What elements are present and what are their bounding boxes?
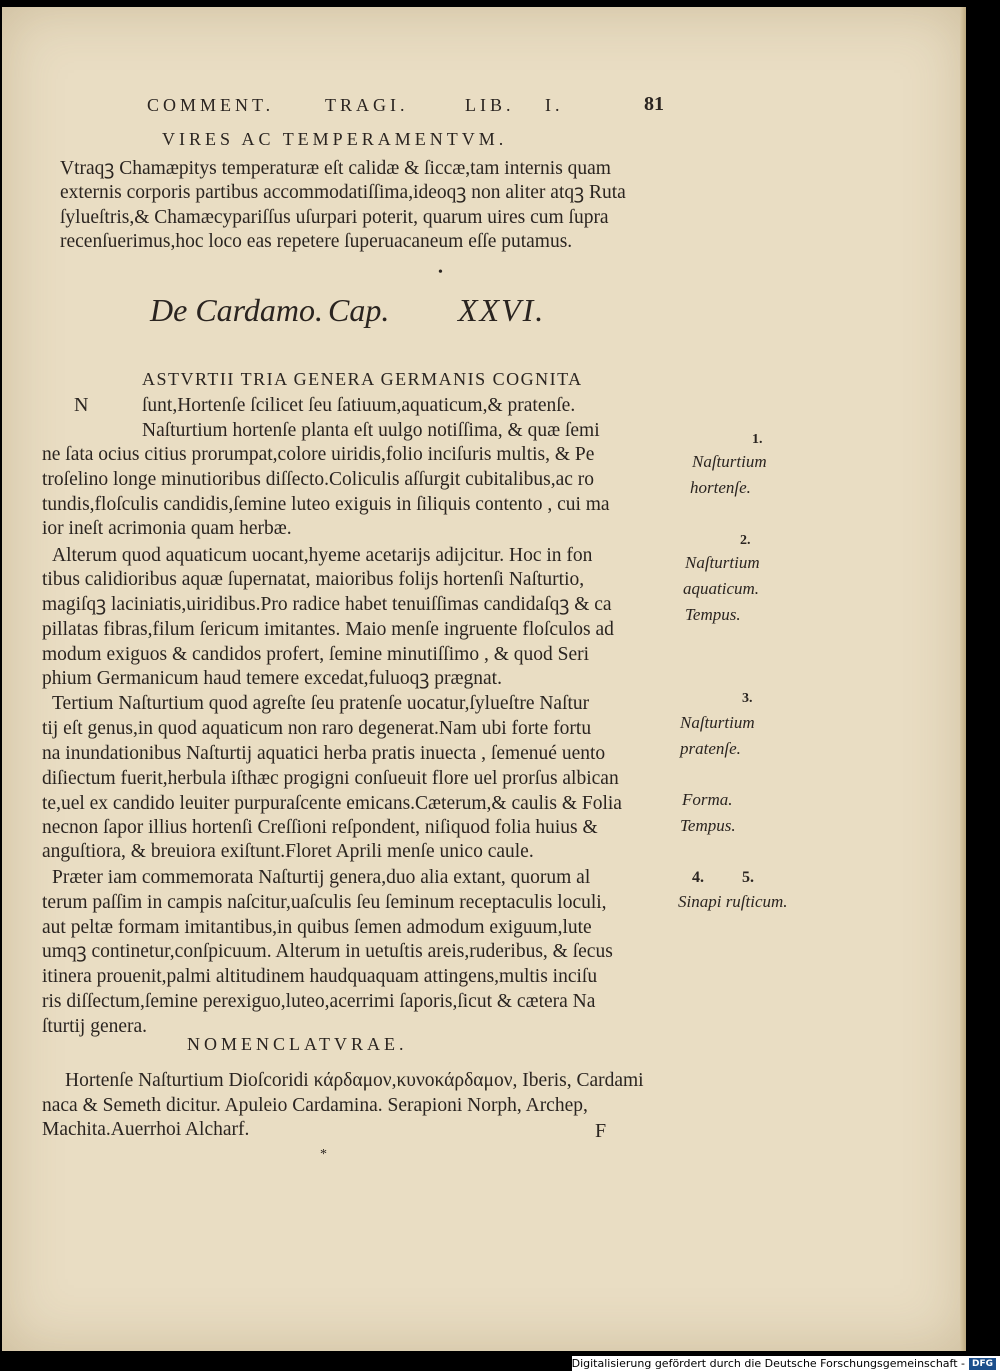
text-line: Alterum quod aquaticum uocant,hyeme acetarijs adijcitur. Hoc in fon — [52, 545, 593, 566]
ink-dot: • — [438, 265, 443, 280]
margin-note: Naſturtium — [680, 713, 755, 732]
footer-credit-text: Digitalisierung gefördert durch die Deutsche Forschungsgemeinschaft - — [571, 1357, 965, 1370]
text-line: tibus calidioribus aquæ ſupernatat, maioribus folijs hortenſi Naſturtio, — [42, 569, 585, 590]
margin-note: hortenſe. — [690, 478, 751, 497]
margin-note: pratenſe. — [680, 739, 741, 758]
text-line: recenſuerimus,hoc loco eas repetere ſuperuacaneum eſſe putamus. — [60, 231, 573, 252]
text-line: tundis,floſculis candidis,ſemine luteo exiguis in ſiliquis contento , cui ma — [42, 494, 610, 515]
text-line: na inundationibus Naſturtij aquatici herba pratis inuecta , ſemenué uento — [42, 743, 606, 764]
text-line: ris diſſectum,ſemine perexiguo,luteo,acerrimi ſaporis,ſicut & cætera Na — [42, 991, 596, 1012]
page-edge — [960, 7, 966, 1351]
margin-note: aquaticum. — [683, 579, 760, 598]
digitization-footer — [572, 1356, 1000, 1371]
text-line: naca & Semeth dicitur. Apuleio Cardamina. Serapioni Norph, Archep, — [42, 1095, 588, 1116]
text-line: te,uel ex candido leuiter purpuraſcente emicans.Cæterum,& caulis & Folia — [42, 793, 622, 814]
margin-number-3: 3. — [742, 691, 753, 706]
opening-caps-line: ASTVRTII TRIA GENERA GERMANIS COGNITA — [142, 369, 583, 389]
text-line: Præter iam commemorata Naſturtij genera,duo alia extant, quorum al — [52, 867, 591, 888]
text-line: Hortenſe Naſturtium Dioſcoridi κάρδαμον,κυνοκάρδαμον, Iberis, Cardami — [65, 1070, 644, 1091]
text-line: ſylueſtris,& Chamæcypariſſus uſurpari poterit, quarum uires cum ſupra — [60, 207, 609, 228]
running-title-book-number: I. — [545, 95, 564, 115]
text-line: anguſtiora, & breuiora exiſtunt.Floret Aprili menſe unico caule. — [42, 841, 534, 862]
text-line: ſturtij genera. — [42, 1016, 148, 1037]
text-line: necnon ſapor illius hortenſi Creſſioni reſpondent, niſiquod folia huius & — [42, 817, 598, 838]
margin-number-2: 2. — [740, 533, 751, 548]
margin-number-1: 1. — [752, 432, 763, 447]
text-line: aut peltæ formam imitantibus,in quibus ſemen admodum exiguum,lute — [42, 917, 592, 938]
text-line: magiſqꝫ laciniatis,uiridibus.Pro radice habet tenuiſſimas candidaſqꝫ & ca — [42, 594, 612, 615]
text-line: ſunt,Hortenſe ſcilicet ſeu ſatiuum,aquaticum,& pratenſe. — [142, 395, 576, 416]
text-line: pillatas fibras,filum ſericum imitantes. Maio menſe ingruente floſculos ad — [42, 619, 614, 640]
running-title-tragi: TRAGI. — [325, 95, 409, 115]
margin-note: Naſturtium — [692, 452, 767, 471]
text-line: Tertium Naſturtium quod agreſte ſeu pratenſe uocatur,ſylueſtre Naſtur — [52, 693, 590, 714]
text-line: diſiectum fuerit,herbula iſthæc progigni conſueuit flore uel prorſus albican — [42, 768, 619, 789]
text-line: ne ſata ocius citius prorumpat,colore uiridis,folio inciſuris multis, & Pe — [42, 444, 595, 465]
margin-note: Tempus. — [680, 816, 736, 835]
chapter-cap: Cap. — [328, 292, 390, 328]
text-line: itinera prouenit,palmi altitudinem haudquaquam attingens,multis inciſu — [42, 966, 598, 987]
margin-note: Naſturtium — [685, 553, 760, 572]
running-title-comment: COMMENT. — [147, 95, 275, 115]
text-line: troſelino longe minutioribus diſſecto.Coliculis aſſurgit cubitalibus,ac ro — [42, 469, 595, 490]
running-title-lib: LIB. — [465, 95, 515, 115]
text-line: tij eſt genus,in quod aquaticum non raro degenerat.Nam ubi forte fortu — [42, 718, 592, 739]
text-line: phium Germanicum haud temere excedat,fuluoqꝫ prægnat. — [42, 668, 502, 689]
text-line: externis corporis partibus accommodatiſſima,ideoqꝫ non aliter atqꝫ Ruta — [60, 182, 626, 203]
text-line: ior ineſt acrimonia quam herbæ. — [42, 518, 292, 539]
chapter-number: XXVI. — [458, 292, 546, 328]
margin-note: Forma. — [682, 790, 733, 809]
text-line: umqꝫ continetur,conſpicuum. Alterum in uetuſtis areis,ruderibus, & ſecus — [42, 941, 613, 962]
chapter-title: De Cardamo. — [150, 292, 324, 328]
section-heading-nomenclaturae: NOMENCLATVRAE. — [187, 1034, 408, 1054]
drop-initial: N — [74, 394, 89, 416]
section-heading-vires: VIRES AC TEMPERAMENTVM. — [162, 129, 508, 149]
text-line: modum exiguos & candidos profert, ſemine minutiſſimo , & quod Seri — [42, 644, 590, 665]
text-line: Naſturtium hortenſe planta eſt uulgo notiſſima, & quæ ſemi — [142, 420, 600, 441]
margin-note: Tempus. — [685, 605, 741, 624]
signature-mark: F — [595, 1120, 607, 1142]
dfg-logo: DFG — [969, 1358, 996, 1370]
book-page — [2, 7, 966, 1351]
text-line: Vtraqꝫ Chamæpitys temperaturæ eſt calidæ & ſiccæ,tam internis quam — [60, 158, 611, 179]
margin-number-5: 5. — [742, 869, 754, 886]
margin-number-4: 4. — [692, 869, 704, 886]
ink-dot: * — [320, 1147, 327, 1162]
text-line: Machita.Auerrhoi Alcharf. — [42, 1119, 250, 1140]
page-number: 81 — [644, 93, 664, 115]
margin-note: Sinapi ruſticum. — [678, 892, 788, 911]
text-line: terum paſſim in campis naſcitur,uaſculis ſeu ſeminum receptaculis loculi, — [42, 892, 607, 913]
